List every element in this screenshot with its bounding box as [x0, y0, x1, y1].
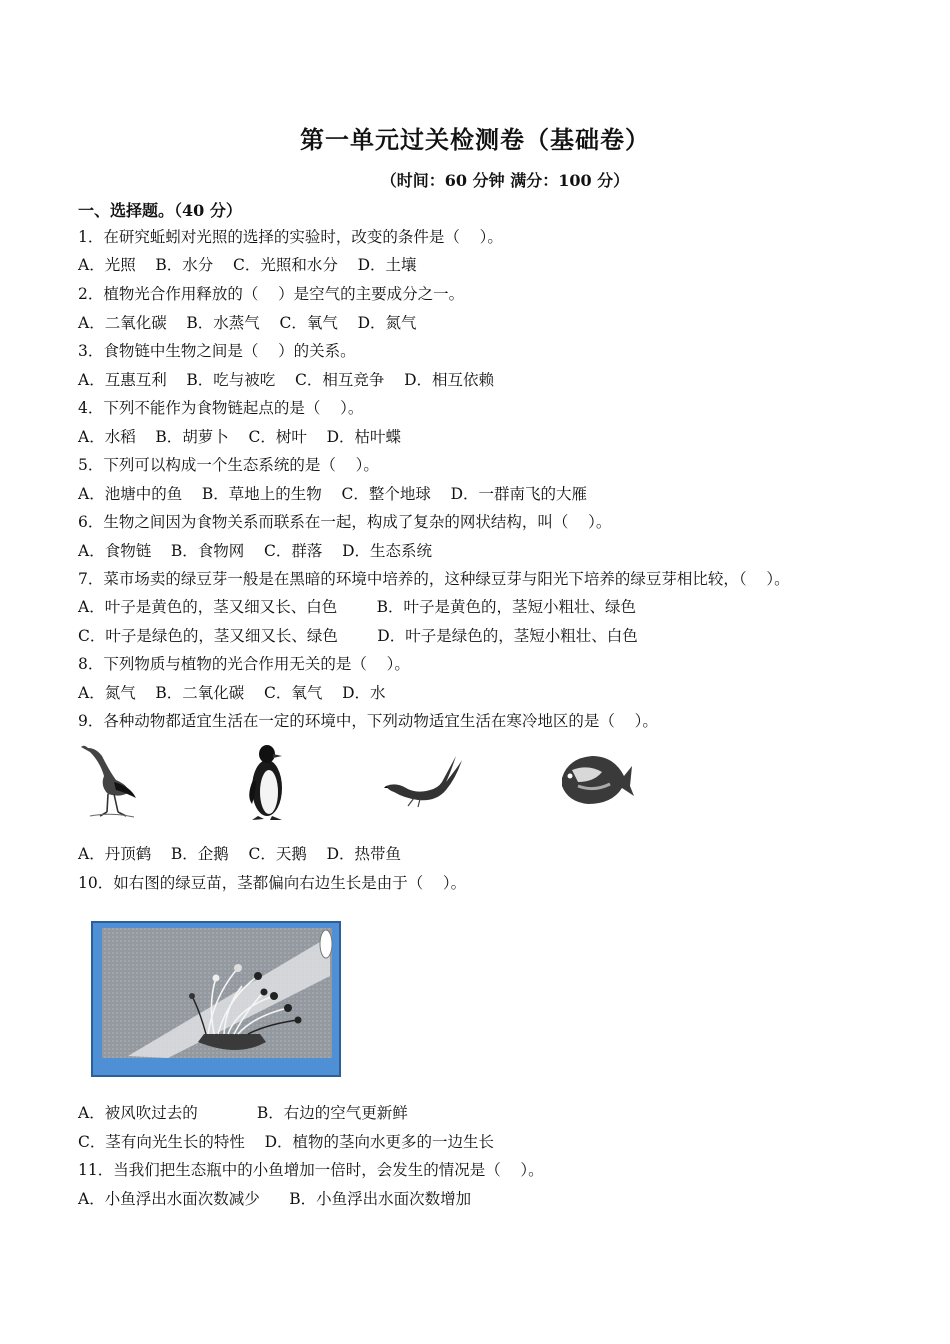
question-8-options: A．氮气 B．二氧化碳 C．氧气 D．水 — [78, 684, 386, 702]
question-3-options: A．互惠互利 B．吃与被吃 C．相互竞争 D．相互依赖 — [78, 371, 494, 389]
question-4-options: A．水稻 B．胡萝卜 C．树叶 D．枯叶蝶 — [78, 428, 401, 446]
question-10: 10．如右图的绿豆苗，茎都偏向右边生长是由于（ ）。 — [78, 874, 467, 892]
penguin-image — [242, 742, 292, 822]
question-7-options-ab: A．叶子是黄色的，茎又细又长、白色 B．叶子是黄色的，茎短小粗壮、绿色 — [78, 598, 637, 616]
question-6: 6．生物之间因为食物关系而联系在一起，构成了复杂的网状结构，叫（ ）。 — [78, 513, 612, 531]
question-2-options: A．二氧化碳 B．水蒸气 C．氧气 D．氮气 — [78, 314, 417, 332]
question-11-options: A．小鱼浮出水面次数减少 B．小鱼浮出水面次数增加 — [78, 1190, 472, 1208]
question-1-options: A．光照 B．水分 C．光照和水分 D．土壤 — [78, 256, 417, 274]
question-11: 11．当我们把生态瓶中的小鱼增加一倍时，会发生的情况是（ ）。 — [78, 1161, 544, 1179]
question-3: 3．食物链中生物之间是（ ）的关系。 — [78, 342, 356, 360]
question-5-options: A．池塘中的鱼 B．草地上的生物 C．整个地球 D．一群南飞的大雁 — [78, 485, 587, 503]
question-10-options-cd: C．茎有向光生长的特性 D．植物的茎向水更多的一边生长 — [78, 1133, 494, 1151]
question-4: 4．下列不能作为食物链起点的是（ ）。 — [78, 399, 364, 417]
question-2: 2．植物光合作用释放的（ ）是空气的主要成分之一。 — [78, 285, 465, 303]
question-9-options: A．丹顶鹤 B．企鹅 C．天鹅 D．热带鱼 — [78, 845, 401, 863]
question-7-options-cd: C．叶子是绿色的，茎又细又长、绿色 D．叶子是绿色的，茎短小粗壮、白色 — [78, 627, 638, 645]
question-8: 8．下列物质与植物的光合作用无关的是（ ）。 — [78, 655, 410, 673]
tropical-fish-image — [558, 752, 634, 808]
question-5: 5．下列可以构成一个生态系统的是（ ）。 — [78, 456, 379, 474]
section-heading: 一、选择题。（40 分） — [78, 201, 242, 220]
question-9: 9．各种动物都适宜生活在一定的环境中，下列动物适宜生活在寒冷地区的是（ ）。 — [78, 712, 658, 730]
crane-image — [80, 742, 140, 820]
question-7: 7．菜市场卖的绿豆芽一般是在黑暗的环境中培养的，这种绿豆芽与阳光下培养的绿豆芽相比较，（ ）。 — [78, 570, 790, 588]
question-6-options: A．食物链 B．食物网 C．群落 D．生态系统 — [78, 542, 432, 560]
swan-image — [384, 752, 464, 808]
question-10-options-ab: A．被风吹过去的 B．右边的空气更新鲜 — [78, 1104, 408, 1122]
exam-time-score: （时间：60 分钟 满分：100 分） — [380, 171, 630, 190]
page-title: 第一单元过关检测卷（基础卷） — [300, 125, 650, 154]
bean-sprout-box-image — [88, 916, 344, 1080]
question-1: 1．在研究蚯蚓对光照的选择的实验时，改变的条件是（ ）。 — [78, 228, 503, 246]
